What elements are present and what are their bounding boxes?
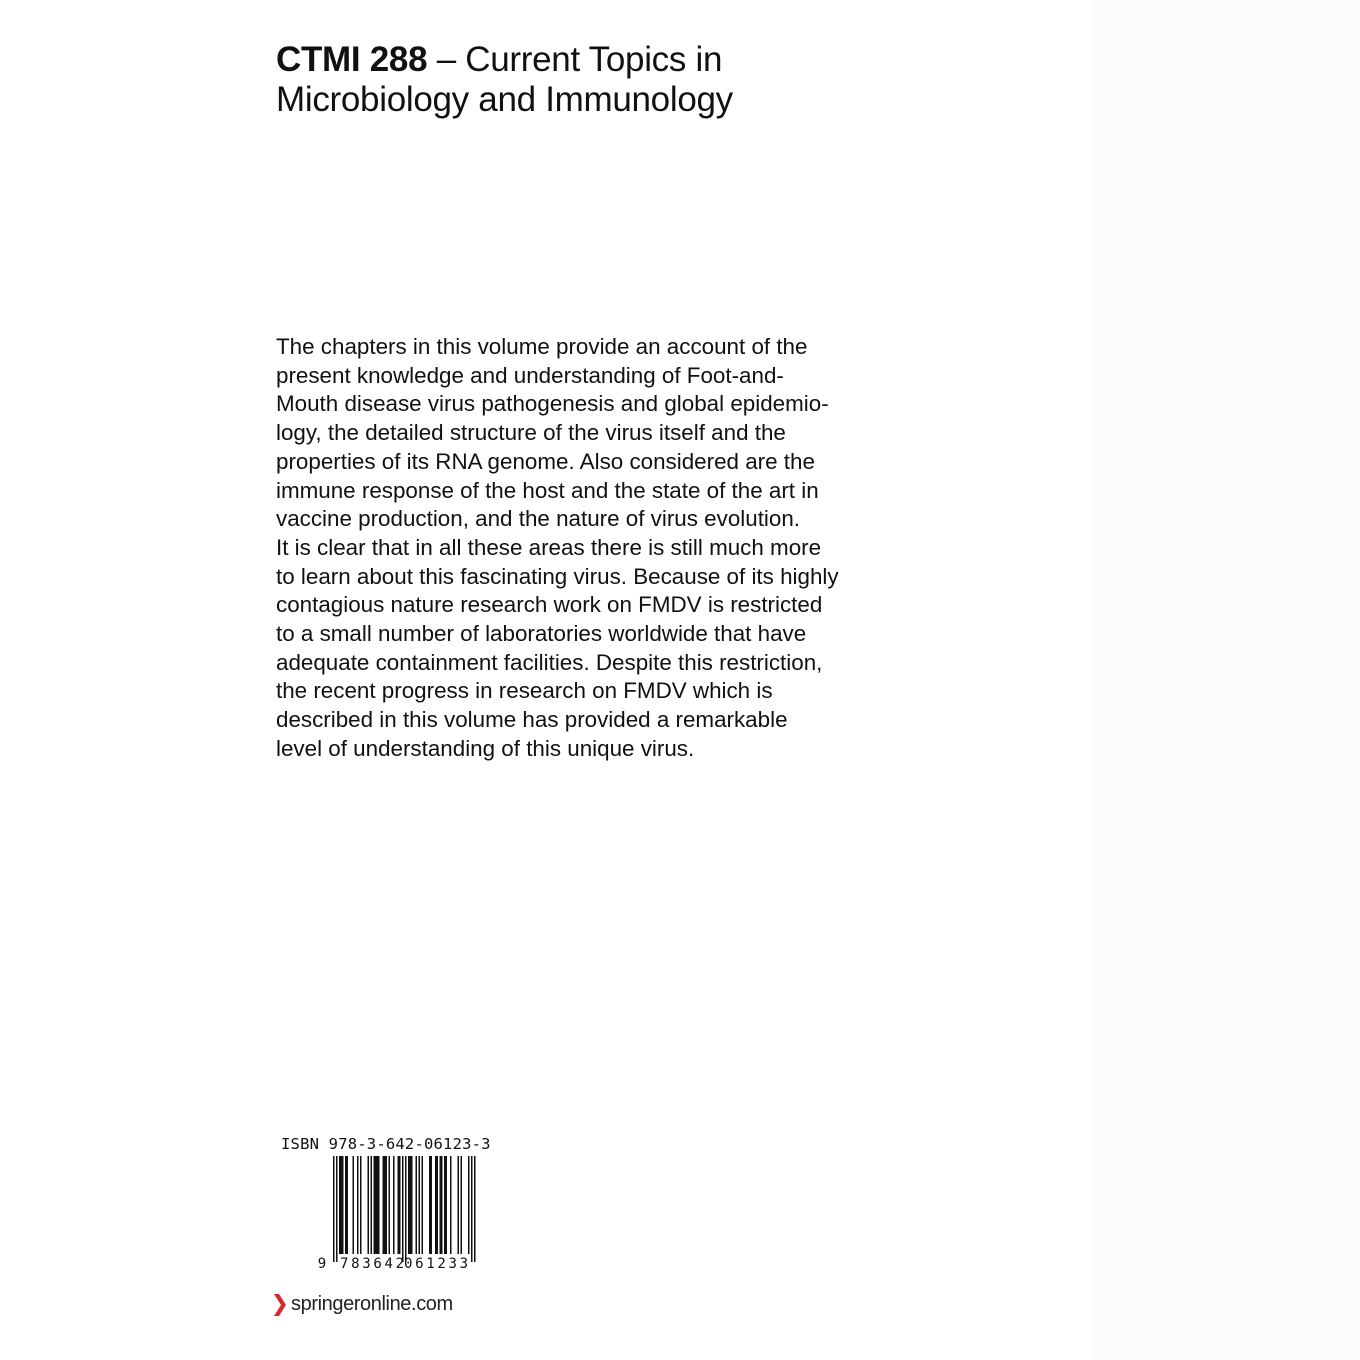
blurb-line: vaccine production, and the nature of virus evolution. [276,506,801,532]
barcode-bar [383,1156,385,1254]
blurb-line: to learn about this fascinating virus. Because of its highly [276,563,839,589]
barcode-bar [431,1156,433,1254]
barcode-digits-right: 061233 [404,1256,468,1272]
barcode-bar [458,1156,460,1254]
blurb-line: The chapters in this volume provide an account of the [276,334,808,359]
barcode-bar [386,1156,388,1254]
series-code: CTMI 288 [276,40,428,79]
barcode-bar [398,1156,400,1254]
barcode-bar [377,1156,379,1254]
blurb-line: contagious nature research work on FMDV is restricted [276,592,823,618]
barcode-bar [419,1156,421,1254]
barcode-bar [357,1156,359,1254]
barcode-bar [450,1156,452,1254]
barcode-bar [333,1156,335,1262]
barcode-bar [368,1156,370,1254]
blurb-line: to a small number of laboratories worldwide that have [276,621,807,647]
barcode-bar [429,1156,431,1254]
blurb-line: the recent progress in research on FMDV which is [276,678,773,704]
publisher-link[interactable] [274,1293,453,1316]
blurb-line: It is clear that in all these areas there is still much more [276,534,822,560]
barcode-bar [389,1156,391,1254]
barcode-bar [393,1156,395,1254]
blurb-line: adequate containment facilities. Despite this restriction, [276,649,823,675]
series-title-rest: – Current Topics in [427,40,723,79]
blurb-line: level of understanding of this unique virus. [276,735,695,761]
series-title-line2: Microbiology and Immunology [276,80,733,119]
barcode-bar [461,1156,463,1254]
barcode-bar [416,1156,418,1254]
barcode-bar [360,1156,362,1254]
barcode-bar [435,1156,437,1254]
barcode-bar [474,1156,476,1262]
barcode-bar [422,1156,424,1254]
barcode-bar [375,1156,377,1254]
barcode-digits-left: 783642 [340,1256,404,1272]
blurb-line: present knowledge and understanding of Foot-and- [276,362,784,388]
barcode-bar [342,1156,344,1254]
isbn-label: ISBN 978-3-642-06123-3 [281,1135,491,1153]
barcode-bar [336,1156,338,1262]
blurb-line: immune response of the host and the state of the art in [276,477,819,503]
page-edge [1092,0,1360,1360]
barcode-bar [444,1156,446,1254]
barcode-bar [437,1156,439,1254]
barcode-bar [408,1156,410,1254]
barcode-bar [371,1156,373,1254]
barcode-bar [353,1156,355,1254]
blurb-line: described in this volume has provided a remarkable [276,707,788,733]
barcode-bar [411,1156,413,1254]
barcode-bar [446,1156,448,1254]
barcode-bar [468,1156,470,1254]
series-title [276,40,836,120]
barcode-bar [374,1156,376,1254]
barcode-bar [410,1156,412,1254]
barcode-bar [378,1156,380,1254]
barcode-bar [345,1156,347,1254]
barcode-bar [384,1156,386,1254]
barcode-bar [405,1156,407,1262]
barcode-bar [399,1156,401,1254]
blurb-line: logy, the detailed structure of the virus itself and the [276,420,786,446]
barcode-bar [471,1156,473,1262]
back-cover-blurb [276,333,916,764]
publisher-website[interactable]: springeronline.com [291,1293,453,1315]
barcode-bar [347,1156,349,1254]
barcode-bar [341,1156,343,1254]
barcode-digit-first: 9 [317,1256,327,1272]
blurb-line: Mouth disease virus pathogenesis and global epidemio- [276,391,829,417]
barcode-bar [441,1156,443,1254]
barcode-bar [440,1156,442,1254]
barcode-bar [339,1156,341,1254]
isbn-barcode [316,1156,476,1274]
barcode-bar [402,1156,404,1262]
chevron-right-icon [274,1294,286,1316]
blurb-line: properties of its RNA genome. Also considered are the [276,448,815,474]
